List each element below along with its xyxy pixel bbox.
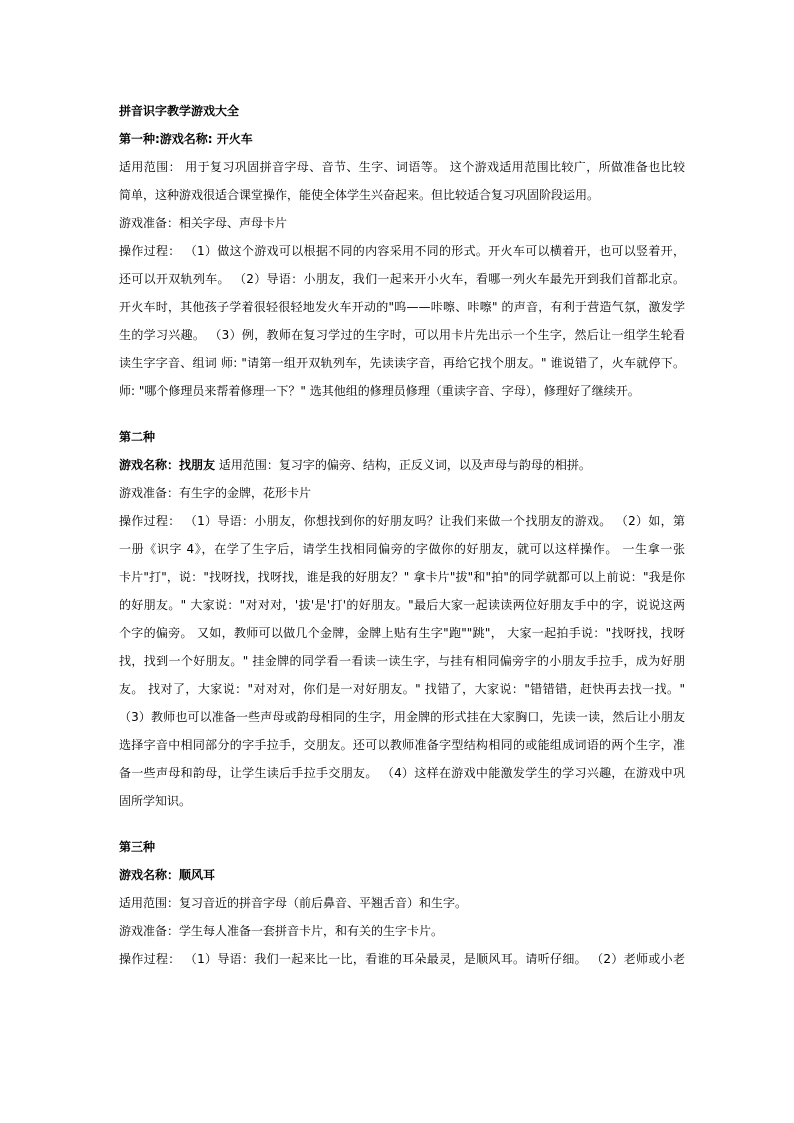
game1-heading: 第一种:游戏名称: 开火车	[119, 132, 253, 146]
game1-process-line-1: 操作过程： （1）做这个游戏可以根据不同的内容采用不同的形式。开火车可以横着开，也可以竖着开，	[119, 244, 685, 258]
game2-name-label: 游戏名称：找朋友	[119, 458, 216, 472]
game2-process-line-6: 找，找到一个好朋友。" 挂金牌的同学看一看读一读生字，与挂有相同偏旁字的小朋友手拉手，成为好朋	[119, 654, 685, 668]
document-title: 拼音识字教学游戏大全	[119, 104, 240, 118]
game1-process-line-6: 师: "哪个修理员来帮着修理一下？" 选其他组的修理员修理（重读字音、字母），修理好了继续开。	[119, 384, 640, 398]
game2-process-line-11: 固所学知识。	[119, 794, 192, 808]
game1-process-line-4: 生的学习兴趣。 （3）例，教师在复习学过的生字时，可以用卡片先出示一个生字，然后让一组学生轮看	[119, 328, 685, 342]
game1-process-line-5: 读生字字音、组词 师: "请第一组开双轨列车，先读读字音，再给它找个朋友。" 谁说错了，火车就停下。	[119, 356, 685, 370]
game3-prep: 游戏准备：学生每人准备一套拼音卡片，和有关的生字卡片。	[119, 924, 444, 938]
game2-scope: 适用范围：复习字的偏旁、结构，正反义词，以及声母与韵母的相拼。	[215, 458, 591, 472]
document-page	[119, 97, 685, 973]
game1-scope-line-2: 简单，这种游戏很适合课堂操作，能使全体学生兴奋起来。但比较适合复习巩固阶段运用。	[119, 188, 600, 202]
game3-process-line-1: 操作过程： （1）导语：我们一起来比一比，看谁的耳朵最灵，是顺风耳。请听仔细。 （2）老师或小老	[119, 952, 685, 966]
game2-process-line-9: 选择字音中相同部分的字手拉手，交朋友。还可以教师准备字型结构相同的或能组成词语的两个生字，准	[119, 738, 685, 752]
game2-heading: 第二种	[119, 430, 156, 444]
game2-process-line-1: 操作过程： （1）导语：小朋友，你想找到你的好朋友吗？让我们来做一个找朋友的游戏。 （2）如，第	[119, 514, 685, 528]
game3-name: 游戏名称：顺风耳	[119, 868, 216, 882]
game2-process-line-8: （3）教师也可以准备一些声母或韵母相同的生字，用金牌的形式挂在大家胸口，先读一读，然后让小朋友	[119, 710, 685, 724]
game1-prep: 游戏准备：相关字母、声母卡片	[119, 216, 288, 230]
game1-scope-line-1: 适用范围： 用于复习巩固拼音字母、音节、生字、词语等。 这个游戏适用范围比较广，所做准备也比较	[119, 160, 685, 174]
game2-process-line-4: 的好朋友。" 大家说："对对对，'拔'是'打'的好朋友。"最后大家一起读读两位好朋友手中的字，说说这两	[119, 598, 685, 612]
game2-process-line-7: 友。 找对了，大家说："对对对，你们是一对好朋友。" 找错了，大家说："错错错，赶快再去找一找。"	[119, 682, 685, 696]
game1-process-line-2: 还可以开双轨列车。 （2）导语：小朋友，我们一起来开小火车，看哪一列火车最先开到我们首都北京。	[119, 272, 685, 286]
game2-process-line-3: 卡片"打"，说："找呀找，找呀找，谁是我的好朋友？" 拿卡片"拔"和"拍"的同学就都可以上前说："我是你	[119, 570, 685, 584]
game2-process-line-10: 备一些声母和韵母，让学生读后手拉手交朋友。 （4）这样在游戏中能激发学生的学习兴趣，在游戏中巩	[119, 766, 685, 780]
game3-heading: 第三种	[119, 840, 156, 854]
game3-scope: 适用范围：复习音近的拼音字母（前后鼻音、平翘舌音）和生字。	[119, 896, 468, 910]
game2-process-line-5: 个字的偏旁。 又如，教师可以做几个金牌，金牌上贴有生字"跑""跳"， 大家一起拍手说："找呀找，找呀	[119, 626, 685, 640]
game2-process-line-2: 一册《识字 4》，在学了生字后，请学生找相同偏旁的字做你的好朋友，就可以这样操作。 一生拿一张	[119, 542, 685, 556]
game1-process-line-3: 开火车时，其他孩子学着很轻很轻地发火车开动的"呜——咔嚓、咔嚓" 的声音，有利于营造气氛，激发学	[119, 300, 685, 314]
game2-prep: 游戏准备：有生字的金牌，花形卡片	[119, 486, 312, 500]
game2-name-line	[119, 451, 685, 479]
